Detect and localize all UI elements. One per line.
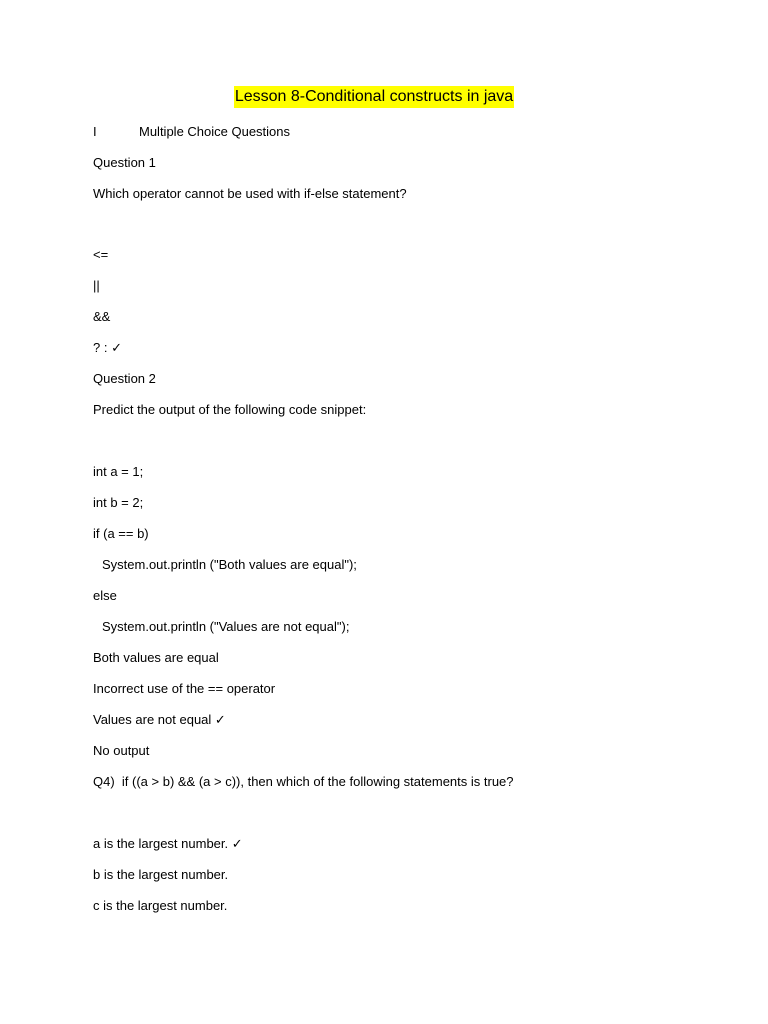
question-1-heading: Question 1 bbox=[93, 155, 156, 170]
question-2-text: Predict the output of the following code snippet: bbox=[93, 402, 367, 417]
q2-option-d: No output bbox=[93, 743, 150, 758]
code-line: if (a == b) bbox=[93, 526, 149, 541]
code-line: else bbox=[93, 588, 117, 603]
question-4-text: Q4) if ((a > b) && (a > c)), then which of the following statements is true? bbox=[93, 774, 514, 789]
q4-option-a: a is the largest number. ✓ bbox=[93, 836, 243, 851]
question-2-heading: Question 2 bbox=[93, 371, 156, 386]
section-number: I bbox=[93, 124, 97, 139]
q2-option-b: Incorrect use of the == operator bbox=[93, 681, 276, 696]
q1-option-a: <= bbox=[93, 247, 109, 262]
q4-option-b: b is the largest number. bbox=[93, 867, 229, 882]
code-line: int b = 2; bbox=[93, 495, 144, 510]
section-label: Multiple Choice Questions bbox=[139, 124, 291, 139]
question-1-text: Which operator cannot be used with if-else statement? bbox=[93, 186, 407, 201]
q2-option-c: Values are not equal ✓ bbox=[93, 712, 226, 727]
q1-option-d: ? : ✓ bbox=[93, 340, 122, 355]
code-line: System.out.println ("Values are not equal"); bbox=[102, 619, 350, 634]
q1-option-b: || bbox=[93, 278, 100, 293]
code-line: System.out.println ("Both values are equal"); bbox=[102, 557, 357, 572]
code-line: int a = 1; bbox=[93, 464, 144, 479]
q2-option-a: Both values are equal bbox=[93, 650, 219, 665]
title-container bbox=[0, 86, 768, 108]
q1-option-c: && bbox=[93, 309, 111, 324]
page-title: Lesson 8-Conditional constructs in java bbox=[234, 86, 514, 108]
q4-option-c: c is the largest number. bbox=[93, 898, 228, 913]
